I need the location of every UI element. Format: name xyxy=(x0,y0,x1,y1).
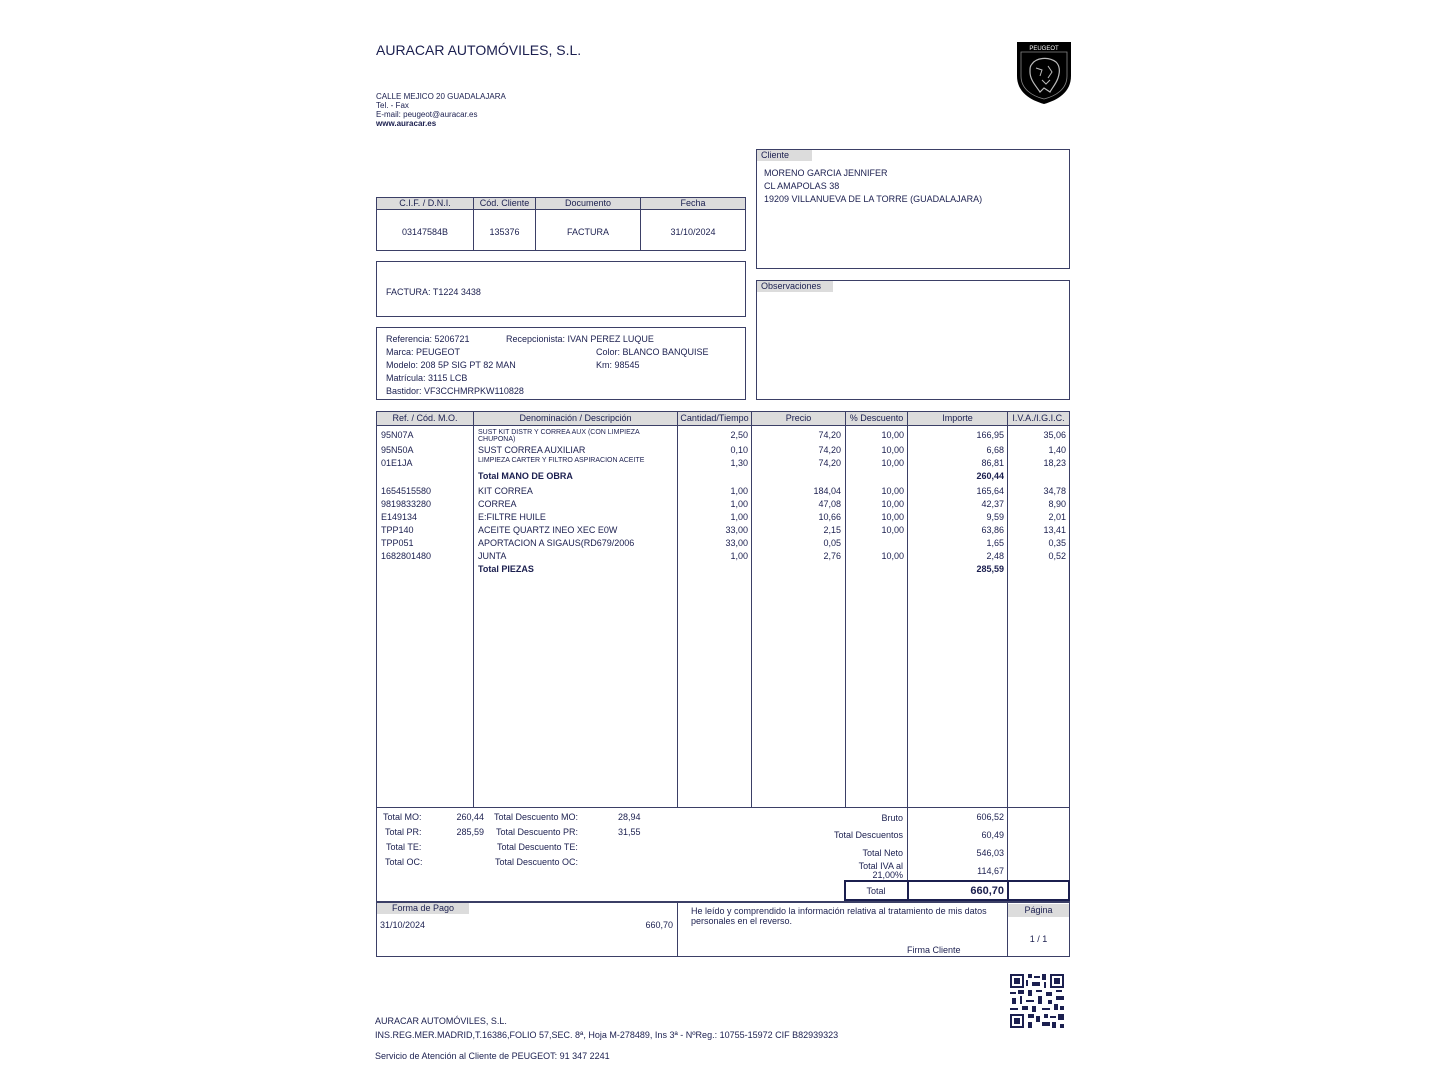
page-label: Página xyxy=(1008,904,1069,917)
grand-total-box xyxy=(844,880,1070,901)
vehicle-recepcionista: Recepcionista: IVAN PEREZ LUQUE xyxy=(506,334,654,344)
bruto-label: Bruto xyxy=(881,813,903,823)
cell-ref: E149134 xyxy=(381,512,418,522)
table-row xyxy=(377,563,1070,576)
total-te-label: Total TE: xyxy=(386,842,422,852)
header-cod-cliente: Cód. Cliente xyxy=(474,198,535,209)
cell-desc: LIMPIEZA CARTER Y FILTRO ASPIRACION ACEITE xyxy=(478,457,645,464)
company-name: AURACAR AUTOMÓVILES, S.L. xyxy=(376,42,582,58)
cell-ref: 9819833280 xyxy=(381,499,432,509)
cell-disc: 10,00 xyxy=(881,458,904,468)
col-price: Precio xyxy=(752,412,845,425)
company-phone: Tel. - Fax xyxy=(376,101,409,110)
cell-ref: 1654515580 xyxy=(381,486,432,496)
cell-vat: 0,35 xyxy=(1048,538,1066,548)
cell-price: 2,76 xyxy=(823,551,841,561)
cell-ref: 1682801480 xyxy=(381,551,432,561)
client-name: MORENO GARCIA JENNIFER xyxy=(764,168,888,178)
value-documento: FACTURA xyxy=(566,227,609,237)
total-iva-label-2: 21,00% xyxy=(872,870,903,880)
observations-box xyxy=(756,280,1070,400)
table-row xyxy=(377,498,1070,511)
payment-label: Forma de Pago xyxy=(377,903,469,914)
header-documento: Documento xyxy=(536,198,640,209)
client-city: 19209 VILLANUEVA DE LA TORRE (GUADALAJARA) xyxy=(764,194,983,204)
cell-qty: 1,00 xyxy=(730,499,748,509)
total-mo-value: 260,44 xyxy=(456,812,484,822)
cell-price: 74,20 xyxy=(818,458,841,468)
cell-vat: 8,90 xyxy=(1048,499,1066,509)
total-mo-label: Total MO: xyxy=(383,812,422,822)
cell-price: 184,04 xyxy=(813,486,841,496)
cell-disc: 10,00 xyxy=(881,486,904,496)
total-iva-label xyxy=(807,862,903,880)
cell-desc: KIT CORREA xyxy=(478,486,533,496)
cell-amount: 166,95 xyxy=(976,430,1004,440)
footer-company-name: AURACAR AUTOMÓVILES, S.L. xyxy=(375,1016,507,1026)
footer-registry: INS.REG.MER.MADRID,T.16386,FOLIO 57,SEC. 8ª, Hoja M-278489, Ins 3ª - NºReg.: 10755-15972 CIF B82939323 xyxy=(375,1030,839,1040)
total-pr-label: Total PR: xyxy=(385,827,422,837)
privacy-line-2: personales en el reverso. xyxy=(691,916,793,926)
total-desc-pr-value: 31,55 xyxy=(618,827,641,837)
payment-date: 31/10/2024 xyxy=(380,920,426,930)
cell-vat: 2,01 xyxy=(1048,512,1066,522)
cell-amount: 2,48 xyxy=(986,551,1004,561)
cell-vat: 13,41 xyxy=(1043,525,1066,535)
client-street: CL AMAPOLAS 38 xyxy=(764,181,840,191)
payment-amount: 660,70 xyxy=(645,920,673,930)
cell-price: 74,20 xyxy=(818,430,841,440)
total-desc-mo-value: 28,94 xyxy=(618,812,641,822)
cell-disc: 10,00 xyxy=(881,445,904,455)
cell-amount: 86,81 xyxy=(981,458,1004,468)
vehicle-km: Km: 98545 xyxy=(596,360,640,370)
observations-label: Observaciones xyxy=(757,281,833,292)
cell-ref: 95N50A xyxy=(381,445,414,455)
total-neto-value: 546,03 xyxy=(976,848,1004,858)
vehicle-box xyxy=(376,327,746,400)
cell-vat: 1,40 xyxy=(1048,445,1066,455)
header-fecha: Fecha xyxy=(641,198,745,209)
vehicle-bastidor: Bastidor: VF3CCHMRPKW110828 xyxy=(386,386,524,396)
cell-qty: 1,30 xyxy=(730,458,748,468)
privacy-line-1: He leído y comprendido la información relativa al tratamiento de mis datos xyxy=(691,906,987,916)
col-qty: Cantidad/Tiempo xyxy=(678,412,751,425)
table-row xyxy=(377,537,1070,550)
cell-qty: 1,00 xyxy=(730,512,748,522)
value-cod-cliente: 135376 xyxy=(489,227,520,237)
cell-qty: 1,00 xyxy=(730,551,748,561)
grand-total-label: Total xyxy=(866,886,886,896)
total-iva-value: 114,67 xyxy=(977,866,1004,876)
total-desc-mo-label: Total Descuento MO: xyxy=(494,812,579,822)
table-row xyxy=(377,444,1070,457)
cell-ref: TPP140 xyxy=(381,525,414,535)
total-desc-te-label: Total Descuento TE: xyxy=(497,842,578,852)
cell-amount: 285,59 xyxy=(976,564,1004,574)
cell-amount: 9,59 xyxy=(986,512,1004,522)
total-desc-pr-label: Total Descuento PR: xyxy=(496,827,579,837)
vehicle-color: Color: BLANCO BANQUISE xyxy=(596,347,709,357)
privacy-notice xyxy=(691,906,987,926)
total-desc-oc-label: Total Descuento OC: xyxy=(495,857,579,867)
cell-vat: 18,23 xyxy=(1043,458,1066,468)
logo-text: PEUGEOT xyxy=(1029,46,1059,52)
cell-amount: 1,65 xyxy=(986,538,1004,548)
cell-ref: 01E1JA xyxy=(381,458,413,468)
cell-disc: 10,00 xyxy=(881,525,904,535)
cell-disc: 10,00 xyxy=(881,430,904,440)
company-web[interactable]: www.auracar.es xyxy=(376,119,437,128)
cell-amount: 260,44 xyxy=(976,471,1004,481)
cell-disc: 10,00 xyxy=(881,551,904,561)
cell-price: 74,20 xyxy=(818,445,841,455)
cell-desc: SUST CORREA AUXILIAR xyxy=(478,445,586,455)
cell-disc: 10,00 xyxy=(881,512,904,522)
value-fecha: 31/10/2024 xyxy=(670,227,716,237)
col-disc: % Descuento xyxy=(846,412,907,425)
invoice-title: FACTURA: T1224 3438 xyxy=(386,287,481,297)
company-email: E-mail: peugeot@auracar.es xyxy=(376,110,478,119)
cell-desc: Total PIEZAS xyxy=(478,564,534,574)
table-row xyxy=(377,524,1070,537)
client-label: Cliente xyxy=(757,150,812,161)
cell-desc: ACEITE QUARTZ INEO XEC E0W xyxy=(478,525,618,535)
col-vat: I.V.A./I.G.I.C. xyxy=(1008,412,1069,425)
cell-amount: 6,68 xyxy=(986,445,1004,455)
cell-desc: SUST KIT DISTR Y CORREA AUX (CON LIMPIEZA CHUPONA) xyxy=(478,429,640,443)
cell-price: 47,08 xyxy=(818,499,841,509)
peugeot-lion-shield-icon xyxy=(1014,40,1074,106)
company-address: CALLE MEJICO 20 GUADALAJARA xyxy=(376,92,506,101)
table-row xyxy=(377,470,1070,483)
total-oc-label: Total OC: xyxy=(385,857,423,867)
page-number: 1 / 1 xyxy=(1029,934,1048,944)
col-amount: Importe xyxy=(908,412,1007,425)
cell-desc: APORTACION A SIGAUS(RD679/2006 xyxy=(478,538,635,548)
cell-desc: Total MANO DE OBRA xyxy=(478,471,573,481)
cell-amount: 165,64 xyxy=(976,486,1004,496)
cell-qty: 1,00 xyxy=(730,486,748,496)
cell-ref: TPP051 xyxy=(381,538,414,548)
cell-price: 0,05 xyxy=(823,538,841,548)
cell-desc: JUNTA xyxy=(478,551,507,561)
cell-price: 10,66 xyxy=(818,512,841,522)
total-descuentos-label: Total Descuentos xyxy=(833,830,903,840)
table-row xyxy=(377,485,1070,498)
client-box xyxy=(756,149,1070,269)
header-cif: C.I.F. / D.N.I. xyxy=(377,198,473,209)
total-descuentos-value: 60,49 xyxy=(981,830,1004,840)
cell-disc: 10,00 xyxy=(881,499,904,509)
cell-qty: 0,10 xyxy=(730,445,748,455)
cell-amount: 42,37 xyxy=(981,499,1004,509)
cell-vat: 34,78 xyxy=(1043,486,1066,496)
vehicle-referencia: Referencia: 5206721 xyxy=(386,334,470,344)
total-pr-value: 285,59 xyxy=(456,827,484,837)
signature-label: Firma Cliente xyxy=(907,945,961,955)
cell-ref: 95N07A xyxy=(381,430,414,440)
cell-vat: 0,52 xyxy=(1048,551,1066,561)
document-header-table xyxy=(376,197,746,251)
lines-table xyxy=(376,411,1070,808)
table-row xyxy=(377,429,1070,442)
col-ref: Ref. / Cód. M.O. xyxy=(377,412,473,425)
cell-qty: 33,00 xyxy=(725,538,748,548)
col-desc: Denominación / Descripción xyxy=(474,412,677,425)
value-cif: 03147584B xyxy=(401,227,449,237)
total-neto-label: Total Neto xyxy=(862,848,903,858)
footer-service: Servicio de Atención al Cliente de PEUGEOT: 91 347 2241 xyxy=(375,1051,610,1061)
cell-amount: 63,86 xyxy=(981,525,1004,535)
vehicle-marca: Marca: PEUGEOT xyxy=(386,347,461,357)
grand-total-value: 660,70 xyxy=(970,885,1004,897)
cell-qty: 33,00 xyxy=(725,525,748,535)
cell-qty: 2,50 xyxy=(730,430,748,440)
table-row xyxy=(377,511,1070,524)
cell-vat: 35,06 xyxy=(1043,430,1066,440)
invoice-box xyxy=(376,261,746,317)
payment-box xyxy=(376,902,1070,957)
bruto-value: 606,52 xyxy=(976,812,1004,822)
table-row xyxy=(377,550,1070,563)
cell-desc: CORREA xyxy=(478,499,517,509)
vehicle-modelo: Modelo: 208 5P SIG PT 82 MAN xyxy=(386,360,516,370)
vehicle-matricula: Matrícula: 3115 LCB xyxy=(386,373,468,383)
table-row xyxy=(377,457,1070,470)
cell-price: 2,15 xyxy=(823,525,841,535)
cell-desc: E:FILTRE HUILE xyxy=(478,512,546,522)
total-iva-label-1: Total IVA al xyxy=(858,861,903,871)
qr-code-icon[interactable] xyxy=(1010,974,1064,1028)
